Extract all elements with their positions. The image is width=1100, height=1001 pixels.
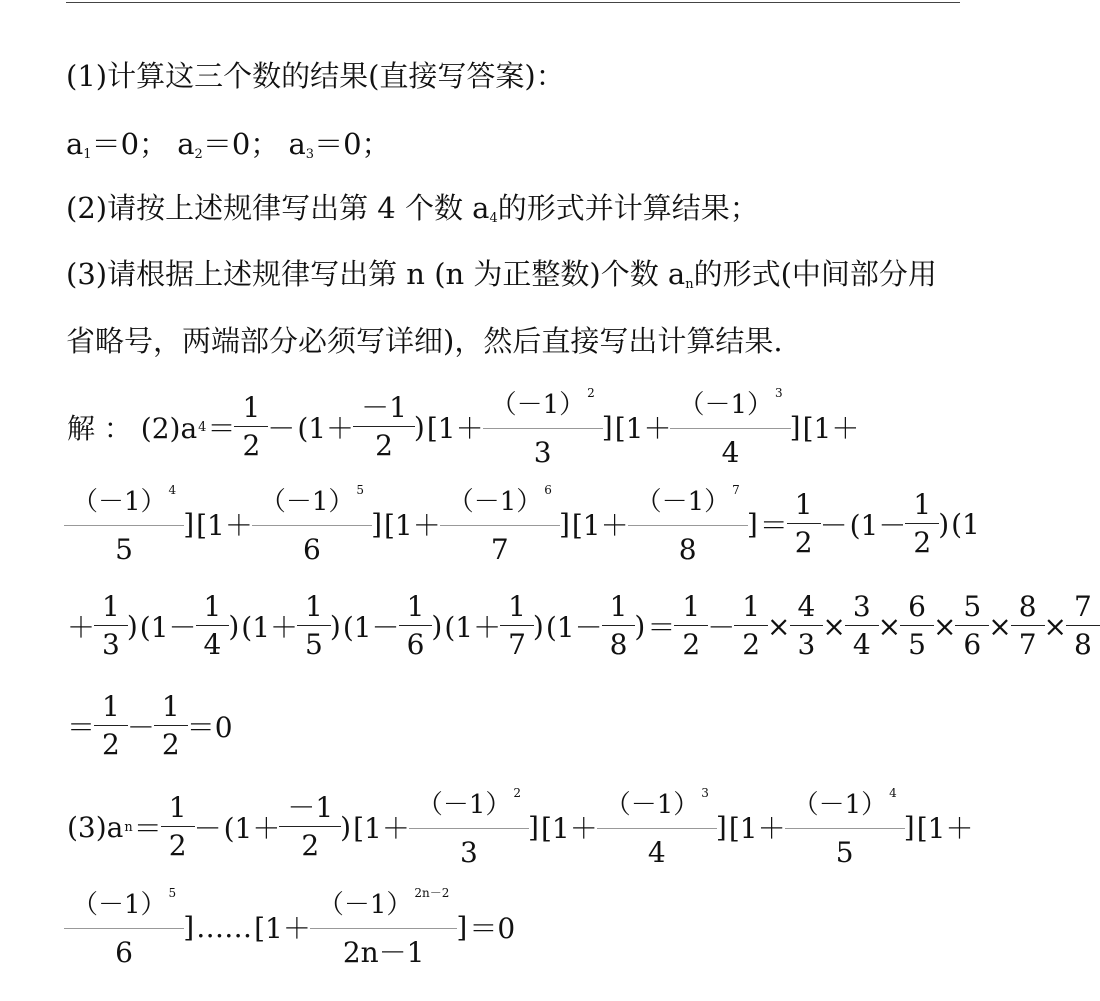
fraction: $\frac{1}{2}$ — [98, 693, 124, 759]
fraction: $\frac{5}{6}$ — [959, 593, 985, 659]
question-2: (2)请按上述规律写出第 4 个数 $a_4$的形式并计算结果； — [66, 191, 759, 226]
fraction: $\frac{1}{8}$ — [606, 593, 632, 659]
fraction: $\frac{8}{7}$ — [1015, 593, 1041, 659]
fraction: $\frac{1}{2}$ — [678, 593, 704, 659]
power-fraction: $\frac{(-1) ^3}{4}$ — [601, 787, 713, 867]
fraction: $\frac{1}{2}$ — [238, 394, 264, 460]
fraction: $\frac{3}{4}$ — [849, 593, 875, 659]
question-3: (3)请根据上述规律写出第 n (n 为正整数)个数 $a_n$的形式(中间部分用 — [66, 257, 937, 292]
fraction: $\frac{4}{3}$ — [794, 593, 820, 659]
solution-3-line-2: $\frac{(-1) ^5}{6}$ ] …… [1＋ $\frac{(-1) ^{2n-2}}{2n-1}$ ] ＝0 — [66, 890, 516, 964]
question-3-continued: 省略号，两端部分必须写详细)，然后直接写出计算结果. — [66, 324, 783, 358]
solution-2-line-3: ＋ $\frac{1}{3}$ ) (1－ $\frac{1}{4}$ ) (1＋ $\frac{1}{5}$ ) (1－ $\frac{1}{6}$ ) (1＋ $\frac{1}{7}$ ) (1－ $\frac{1}{8}$ ) ＝ $\frac{1}{2}$ － $\frac{1}{2}$ × $\frac{4}{3}$ × $\frac{3}{4}$ × $\frac{6}{5}$ × $\frac{5}{6}$ × $\frac{8}{7}$ × $\frac{7}{8}$ — [66, 590, 1098, 662]
fraction: $\frac{-1}{2}$ — [283, 794, 337, 860]
power-fraction-general: $\frac{(-1) ^{2n-2}}{2n-1}$ — [314, 887, 454, 967]
fraction: $\frac{1}{2}$ — [165, 794, 191, 860]
answer-1-values: $a_1=0$； $a_2=0$； $a_3=0$； — [66, 127, 391, 162]
fraction: $\frac{1}{3}$ — [98, 593, 124, 659]
fraction: $\frac{1}{5}$ — [301, 593, 327, 659]
fraction: $\frac{1}{7}$ — [504, 593, 530, 659]
fraction: $\frac{1}{4}$ — [200, 593, 226, 659]
fraction: $\frac{1}{6}$ — [403, 593, 429, 659]
power-fraction: $\frac{(-1) ^3}{4}$ — [674, 387, 786, 467]
fraction: $\frac{1}{2}$ — [158, 693, 184, 759]
fraction: $\frac{1}{2}$ — [791, 491, 817, 557]
power-fraction: $\frac{(-1) ^6}{7}$ — [444, 484, 556, 564]
power-fraction: $\frac{(-1) ^5}{6}$ — [256, 484, 368, 564]
power-fraction: $\frac{(-1) ^5}{6}$ — [68, 887, 180, 967]
power-fraction: $\frac{(-1) ^2}{3}$ — [487, 387, 599, 467]
power-fraction: $\frac{(-1) ^4}{5}$ — [68, 484, 180, 564]
solution-3-line-1: (3)a n ＝ $\frac{1}{2}$ － (1＋ $\frac{-1}{2}$ ) [1＋ $\frac{(-1) ^2}{3}$ ] [1＋ $\frac{(-1) ^3}{4}$ ] [1＋ $\frac{(-1) ^4}{5}$ ] [1＋ — [67, 786, 974, 869]
top-rule — [66, 2, 960, 3]
power-fraction: $\frac{(-1) ^4}{5}$ — [789, 787, 901, 867]
solution-2-line-1: 解 ： (2)a 4 ＝ $\frac{1}{2}$ － (1＋ $\frac{-1}{2}$ ) [1＋ $\frac{(-1) ^2}{3}$ ] [1＋ $\frac{(-1) ^3}{4}$ ] [1＋ — [67, 386, 860, 469]
solution-2-line-4: ＝ $\frac{1}{2}$ － $\frac{1}{2}$ ＝0 — [67, 690, 233, 761]
power-fraction: $\frac{(-1) ^2}{3}$ — [413, 787, 525, 867]
fraction: $\frac{6}{5}$ — [904, 593, 930, 659]
fraction: $\frac{-1}{2}$ — [357, 394, 411, 460]
fraction: $\frac{7}{8}$ — [1070, 593, 1096, 659]
fraction: $\frac{1}{2}$ — [909, 491, 935, 557]
power-fraction: $\frac{(-1) ^7}{8}$ — [632, 484, 744, 564]
question-1: (1)计算这三个数的结果(直接写答案)： — [66, 59, 565, 93]
fraction: $\frac{1}{2}$ — [738, 593, 764, 659]
solution-2-line-2: $\frac{(-1) ^4}{5}$ ] [1＋ $\frac{(-1) ^5}{6}$ ] [1＋ $\frac{(-1) ^6}{7}$ ] [1＋ $\frac{(-1) ^7}{8}$ ] ＝ $\frac{1}{2}$ － (1－ $\frac{1}{2}$ ) (1 — [66, 488, 981, 560]
